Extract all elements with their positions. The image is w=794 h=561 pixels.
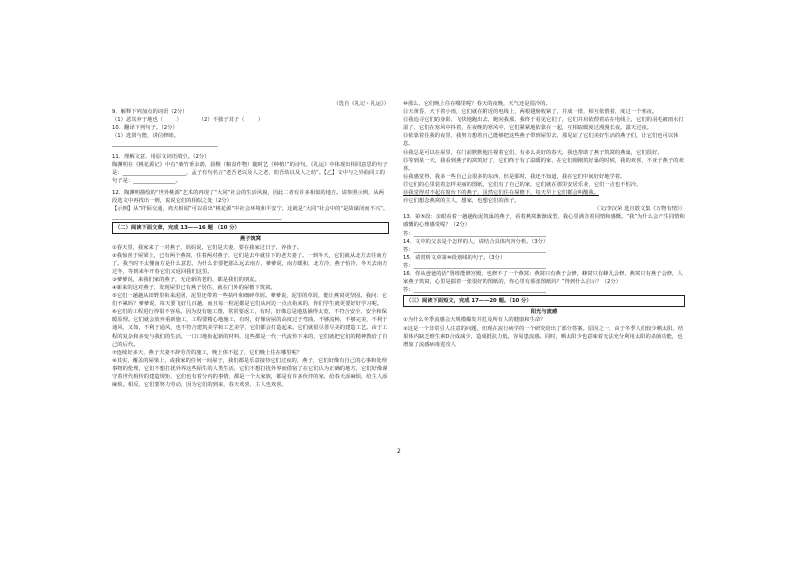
paragraph: ②我惊喜于屋梁上，已有两个燕窝，住着两对燕子，它们是去年就住下的老夫妻了。一到冬天，它们就从北方去往南方了。我当时不太懂南方是什么意思，为什么非要把那么远去南方，爹爹说，南方暖和，北方冷，燕子怕冷，冬天去南方过冬，等到来年开春它们又返回我们这里。 bbox=[112, 252, 388, 275]
left-column bbox=[112, 100, 389, 389]
section-3-header-box bbox=[403, 295, 685, 307]
question-12-example: 【示例】从“阡陌交通，鸡犬相闻”可以看出“桃花源”中社会环境和平安宁，这就是“大同”社会中的“是故谋闭而不兴”。 bbox=[112, 206, 389, 213]
article-2-title: 阳光与流感 bbox=[530, 309, 558, 316]
right-column bbox=[403, 100, 685, 349]
paragraph: ⑮等到某一天，我看到燕子的窝筑好了，它们终于有了温暖的家，在它们刚刚筑好巢的时候，我的欢喜，不亚于燕子的欢喜。 bbox=[403, 157, 684, 172]
paragraph: ①春天里，我家来了一对燕子，妈妈说，它们是夫妻，要在我家过日子，养孩子。 bbox=[112, 244, 303, 251]
question-13-answer: 答：__________________________________________________ bbox=[403, 230, 547, 237]
paragraph: ⑥它们的工程进行得很不容易。因为没有施工图，常常要返工，有时，好像总是地基铺得太宽，不符合安全、安全和保暖原理。它们就会放弃重新施工，工程要精心地施工，有时，好像房屋的高度过于弯曲，不够流畅，不够完美，不利于通风，又如，不利于通风，也不符合建筑美学和工艺美学，它们都会打造起来。它们就很尽善尽美的建造工艺。由于工程的复杂和多变与我们的生活，一口口地衔起新的材料，这些都是一代一代流传下来的，它们就把它们的精神教给了自己的后代。 bbox=[112, 309, 388, 348]
paragraph: ⑫我追寻它们的身影，飞快地跑出去，跑向我那，我终于看见它们了，它们并肩依偎着站在电线上，它们的羽毛被雨水打湿了，它们在寒风中抖着，在夜晚的寒风中，它们紧紧地依靠在一起，互相取暖度过漫漫长夜。露天过夜。 bbox=[403, 117, 684, 132]
paragraph: ⑦连续好多天，燕子夫妻不辞劳苦的施工，晚上休不起了，它们晚上住在哪里呢？ bbox=[112, 349, 303, 356]
paragraph: ⑯我感觉得，我多一些自己会很多的东西，但是那时，我还不知道，我在它们中间好好地学着。 bbox=[403, 173, 626, 180]
page-number: 2 bbox=[397, 448, 401, 455]
question-12: 12．陶渊明描绘的“世外桃源”艺术的再现了“大同”社会的生活风貌，因此二者有许多相似的地方。请参照示例，从两段选文中再找出一例，说说它们的相似之处（2分） bbox=[112, 189, 384, 205]
paragraph: ⑲它们想念燕窝的主人，想家，也想它们的孩子。 bbox=[403, 198, 520, 205]
paragraph: ⑤它们一趟趟从田野里衔来泥团，泥里还带着一些枯叶和细碎草屑。爹爹说，泥里的草屑，能让燕窝更坚固。我问：它们不累吗？爹爹说，每天要飞好几百趟，而且每一粒泥都是它们从河边一点点衔来的，你们学生就更要好好学习呢。 bbox=[112, 293, 387, 308]
question-9: 9．解释下列加点的词语（2分） bbox=[112, 109, 188, 116]
source-citation-2: （文/李汉荣 选自散文集《万物有情》） bbox=[594, 206, 685, 213]
question-14: 14．文中的父亲是个怎样的人，请结合具体内容分析。（3分） bbox=[403, 238, 549, 245]
question-16: 16．你从爸爸的话“鲁班能修宫殿，也修不了一个燕窝；燕窝只有燕子会修，蜂窝只有蜂儿会修，燕窝只有燕子会修，人家燕子筑窝，心里是揣着一张很好的图纸的，你心里有那张图纸吗？”得到什么启示？（2分） bbox=[403, 270, 683, 286]
paragraph: ④新来的这对燕子，发现屋里已有燕子居住，就在门外的屋檐下筑窝。 bbox=[112, 284, 276, 291]
question-16-answer: 答：__________________________________________________ bbox=[403, 287, 547, 294]
paragraph: ⑩那么，它们晚上住在哪里呢？春天的夜晚，天气还是很冷的。 bbox=[403, 101, 551, 107]
section-2-header-box bbox=[112, 222, 389, 234]
paragraph: ①为什么冬季流感会大规模爆发并危及所有人的健康和生命？ bbox=[403, 317, 546, 324]
paragraph: ⑬依靠着住我的夜里，我努力想着自己能够把这些燕子带到屋里去，那见证了它们美好生活的燕子们，让它们也可以休息。 bbox=[403, 133, 679, 148]
paragraph: ⑧其实，覆盖的屋梁上，或我家的任何一间屋子，我们都是乐意接待它们过夜的，燕子，它们好像有自己的心事和处理事物的伦理，它们不想打扰外界这些陌生的人类生活，它们不想打扰外界而借宿了在它们认为正确的地方，它们好像谨守着世代相传的建造规矩，它们也有着分内的事情，都是一个大家族，都是有许多伙伴的家，给春天添麻烦，给主人添麻烦。相反，它们要努力劳动，因为它们的到来，春天欢喜，主人也欢喜。 bbox=[112, 357, 388, 389]
paragraph: ③爹爹说，来我们家的燕子，无论新的老的，都是我们的朋友。 bbox=[112, 276, 260, 283]
question-9-items: （1）恶其弃于地也（ ） （2）不独子其子（ ） bbox=[112, 117, 264, 124]
paragraph: ⑭我总是可以在屋里，在门前默默地注视着它们，有多么美好的春天，我也帮助了燕子筑窝的燕巢，它们很好。 bbox=[403, 149, 663, 156]
question-10-answer-line: ________________________________________ bbox=[112, 141, 218, 148]
question-10-item: （1）选贤与能，讲信修睦。 bbox=[112, 133, 179, 140]
question-15: 15．请赏析文章第⑩段划线的句子。（3分） bbox=[403, 254, 506, 261]
question-10: 10．翻译下列句子。（2分） bbox=[112, 125, 178, 132]
article-title: 燕子筑窝 bbox=[239, 236, 262, 243]
question-11-body: 陶渊明在《桃花源记》中有“桑竹垂余荫，菽稷（粮食作物）随时艺（种植）”的诗句。《礼运》中体现出相同意思的句子是：________________________，孟子有句名言“老吾老以及人之老，幼吾幼以及人之幼”。【乙】文中与之异曲同工的句子是：________________。 bbox=[112, 161, 388, 184]
question-14-answer: 答：__________________________________________________ bbox=[403, 246, 547, 253]
paragraph: ②这是一个非常引人注意的问题，但现在流行病学的一个研究给出了部分答案。原因之一，由于冬季人们较少晒太阳，结果体内缺乏维生素D合成减少，造成抵抗力低，容易患流感。同时，晒太阳少也意味着无法充分利用太阳的杀菌功能，也增加了流感病毒进攻人 bbox=[403, 325, 684, 348]
question-12-answer-line: ________________________________________________________________ bbox=[112, 214, 282, 221]
question-15-answer: 答：__________________________________________________ bbox=[403, 262, 547, 269]
paragraph: ⑪天黄昏，天下着小雨，它们就在附近的电线上，两根翅膀收紧了，并成一排，相互依偎着，度过一个寒夜。 bbox=[403, 109, 658, 116]
section-2-heading: （二）阅读下面文章，完成 13——16 题 （10 分） bbox=[115, 225, 240, 232]
question-13: 13．第⑤段：亲眼看着一趟趟衔泥筑巢的燕子，看着燕窝渐渐成型，我心里满含着同情和感慨。“我”为什么会产生同情和感慨的心理感受呢？（2分） bbox=[403, 214, 685, 229]
paragraph-underlined: ⑱我觉得对不起在窗台下的燕子，虽然它们住在屋檐下，每天早上它们都会叫醒我。 bbox=[403, 190, 599, 197]
paragraph: ⑰它们的心里装着怎样美丽的图纸，它们有了自己的家，它们就在那里安居乐业，它们一点也不怕冷。 bbox=[403, 181, 642, 188]
source-citation: （选自《礼记・礼运》） bbox=[333, 101, 389, 107]
question-11: 11．理解文意，用原文词语填空。（2分） bbox=[112, 153, 210, 160]
section-3-heading: （三）阅读下面短文，完成 17——20 题。（10 分） bbox=[406, 298, 532, 305]
